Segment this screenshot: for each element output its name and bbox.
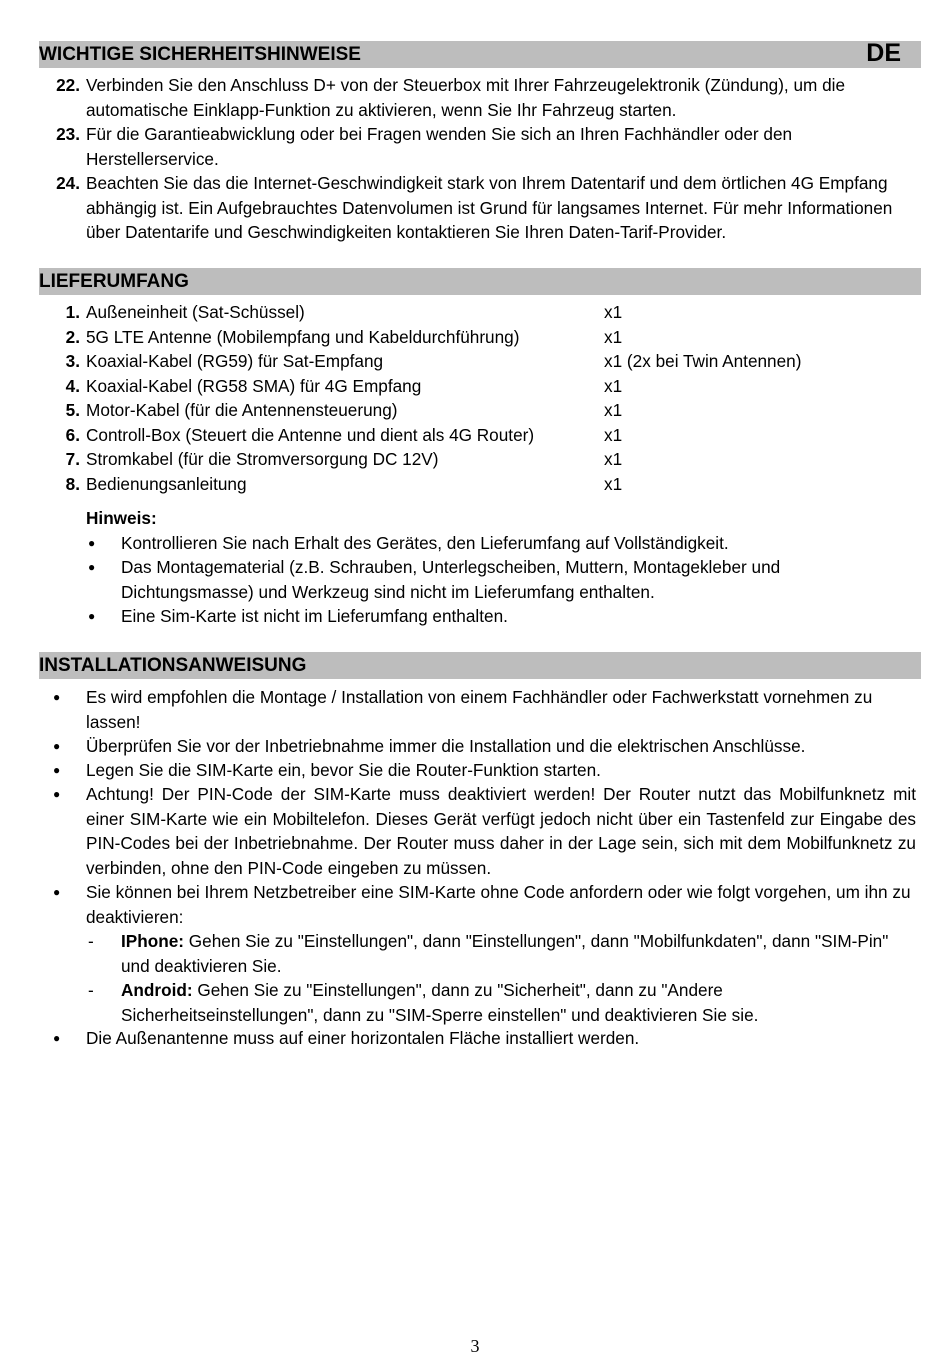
bullet-icon: ● xyxy=(88,560,96,574)
sub-label: Android: xyxy=(121,980,193,1000)
sub-body: Gehen Sie zu "Einstellungen", dann zu "Sicherheit", dann zu "Andere Sicherheitseinstellungen", dann zu "SIM-Sperre einstellen" und deaktivieren Sie sie. xyxy=(121,980,759,1025)
bullet-text: Sie können bei Ihrem Netzbetreiber eine SIM-Karte ohne Code anfordern oder wie folgt vorgehen, um ihn zu deaktivieren: xyxy=(86,882,911,927)
hint-text: Kontrollieren Sie nach Erhalt des Gerätes, den Lieferumfang auf Vollständigkeit. xyxy=(121,533,729,553)
section-header-scope xyxy=(39,268,921,295)
sub-text xyxy=(121,978,821,1027)
item-quantity: x1 xyxy=(604,302,623,322)
section-header-safety xyxy=(39,41,921,68)
bullet-icon: ● xyxy=(53,885,61,899)
item-number: 6. xyxy=(65,425,80,445)
item-text: 5G LTE Antenne (Mobilempfang und Kabeldurchführung) xyxy=(86,327,520,347)
dash-marker: - xyxy=(88,980,94,1000)
bullet-icon: ● xyxy=(53,1031,61,1045)
item-text: Controll-Box (Steuert die Antenne und dient als 4G Router) xyxy=(86,425,535,445)
item-quantity: x1 xyxy=(604,449,623,469)
bullet-text: Es wird empfohlen die Montage / Installation von einem Fachhändler oder Fachwerkstatt vornehmen zu lassen! xyxy=(86,687,873,732)
item-number: 1. xyxy=(65,302,80,322)
bullet-icon: ● xyxy=(53,763,61,777)
item-text: Für die Garantieabwicklung oder bei Fragen wenden Sie sich an Ihren Fachhändler oder den Herstellerservice. xyxy=(86,124,793,169)
section-title: LIEFERUMFANG xyxy=(39,271,189,292)
section-title: WICHTIGE SICHERHEITSHINWEISE xyxy=(39,44,361,65)
bullet-text: Achtung! Der PIN-Code der SIM-Karte muss deaktiviert werden! Der Router nutzt das Mobilfunknetz mit einer SIM-Karte wie ein Mobiltelefon. Dieses Gerät verfügt jedoch nicht über ein Tastenfeld zur Eingabe des PIN-Codes bei der Inbetriebnahme. Der Router muss daher in der Lage sein, sich mit dem Mobilfunknetz zu verbinden, ohne den PIN-Code eingeben zu müssen. xyxy=(86,784,916,878)
bullet-icon: ● xyxy=(88,609,96,623)
item-number: 3. xyxy=(65,351,80,371)
hint-title: Hinweis: xyxy=(86,508,157,528)
item-text: Koaxial-Kabel (RG58 SMA) für 4G Empfang xyxy=(86,376,422,396)
item-text: Koaxial-Kabel (RG59) für Sat-Empfang xyxy=(86,351,384,371)
item-number: 24. xyxy=(56,173,80,193)
hint-text: Das Montagematerial (z.B. Schrauben, Unterlegscheiben, Muttern, Montagekleber und Dichtungsmasse) und Werkzeug sind nicht im Lieferumfang enthalten. xyxy=(121,557,781,602)
bullet-text: Die Außenantenne muss auf einer horizontalen Fläche installiert werden. xyxy=(86,1028,640,1048)
bullet-text: Legen Sie die SIM-Karte ein, bevor Sie die Router-Funktion starten. xyxy=(86,760,601,780)
item-text: Außeneinheit (Sat-Schüssel) xyxy=(86,302,305,322)
language-badge: DE xyxy=(866,39,901,67)
hint-text: Eine Sim-Karte ist nicht im Lieferumfang enthalten. xyxy=(121,606,508,626)
sub-body: Gehen Sie zu "Einstellungen", dann "Einstellungen", dann "Mobilfunkdaten", dann "SIM-Pin" und deaktivieren Sie. xyxy=(121,931,889,976)
sub-text xyxy=(121,929,911,978)
item-text: Beachten Sie das die Internet-Geschwindigkeit stark von Ihrem Datentarif und dem örtlichen 4G Empfang abhängig ist. Ein Aufgebrauchtes Datenvolumen ist Grund für langsames Internet. Für mehr Informationen über Datentarife und Geschwindigkeiten kontaktieren Sie Ihren Daten-Tarif-Provider. xyxy=(86,173,893,242)
section-title: INSTALLATIONSANWEISUNG xyxy=(39,655,307,676)
item-quantity: x1 xyxy=(604,327,623,347)
item-number: 22. xyxy=(56,75,80,95)
item-number: 7. xyxy=(65,449,80,469)
sub-label: IPhone: xyxy=(121,931,185,951)
item-number: 2. xyxy=(65,327,80,347)
item-text: Stromkabel (für die Stromversorgung DC 12V) xyxy=(86,449,439,469)
bullet-icon: ● xyxy=(53,690,61,704)
section-header-install xyxy=(39,652,921,679)
bullet-icon: ● xyxy=(53,787,61,801)
item-number: 5. xyxy=(65,400,80,420)
bullet-icon: ● xyxy=(88,536,96,550)
item-quantity: x1 xyxy=(604,474,623,494)
item-number: 4. xyxy=(65,376,80,396)
page-number: 3 xyxy=(470,1336,480,1356)
item-quantity: x1 xyxy=(604,400,623,420)
item-text: Motor-Kabel (für die Antennensteuerung) xyxy=(86,400,398,420)
item-text: Verbinden Sie den Anschluss D+ von der Steuerbox mit Ihrer Fahrzeugelektronik (Zündung), um die automatische Einklapp-Funktion zu aktivieren, wenn Sie Ihr Fahrzeug starten. xyxy=(86,75,846,120)
dash-marker: - xyxy=(88,931,94,951)
bullet-text: Überprüfen Sie vor der Inbetriebnahme immer die Installation und die elektrischen Anschlüsse. xyxy=(86,736,806,756)
item-number: 23. xyxy=(56,124,80,144)
item-quantity: x1 xyxy=(604,376,623,396)
item-quantity: x1 xyxy=(604,425,623,445)
bullet-icon: ● xyxy=(53,739,61,753)
item-number: 8. xyxy=(65,474,80,494)
item-text: Bedienungsanleitung xyxy=(86,474,247,494)
item-quantity: x1 (2x bei Twin Antennen) xyxy=(604,351,802,371)
